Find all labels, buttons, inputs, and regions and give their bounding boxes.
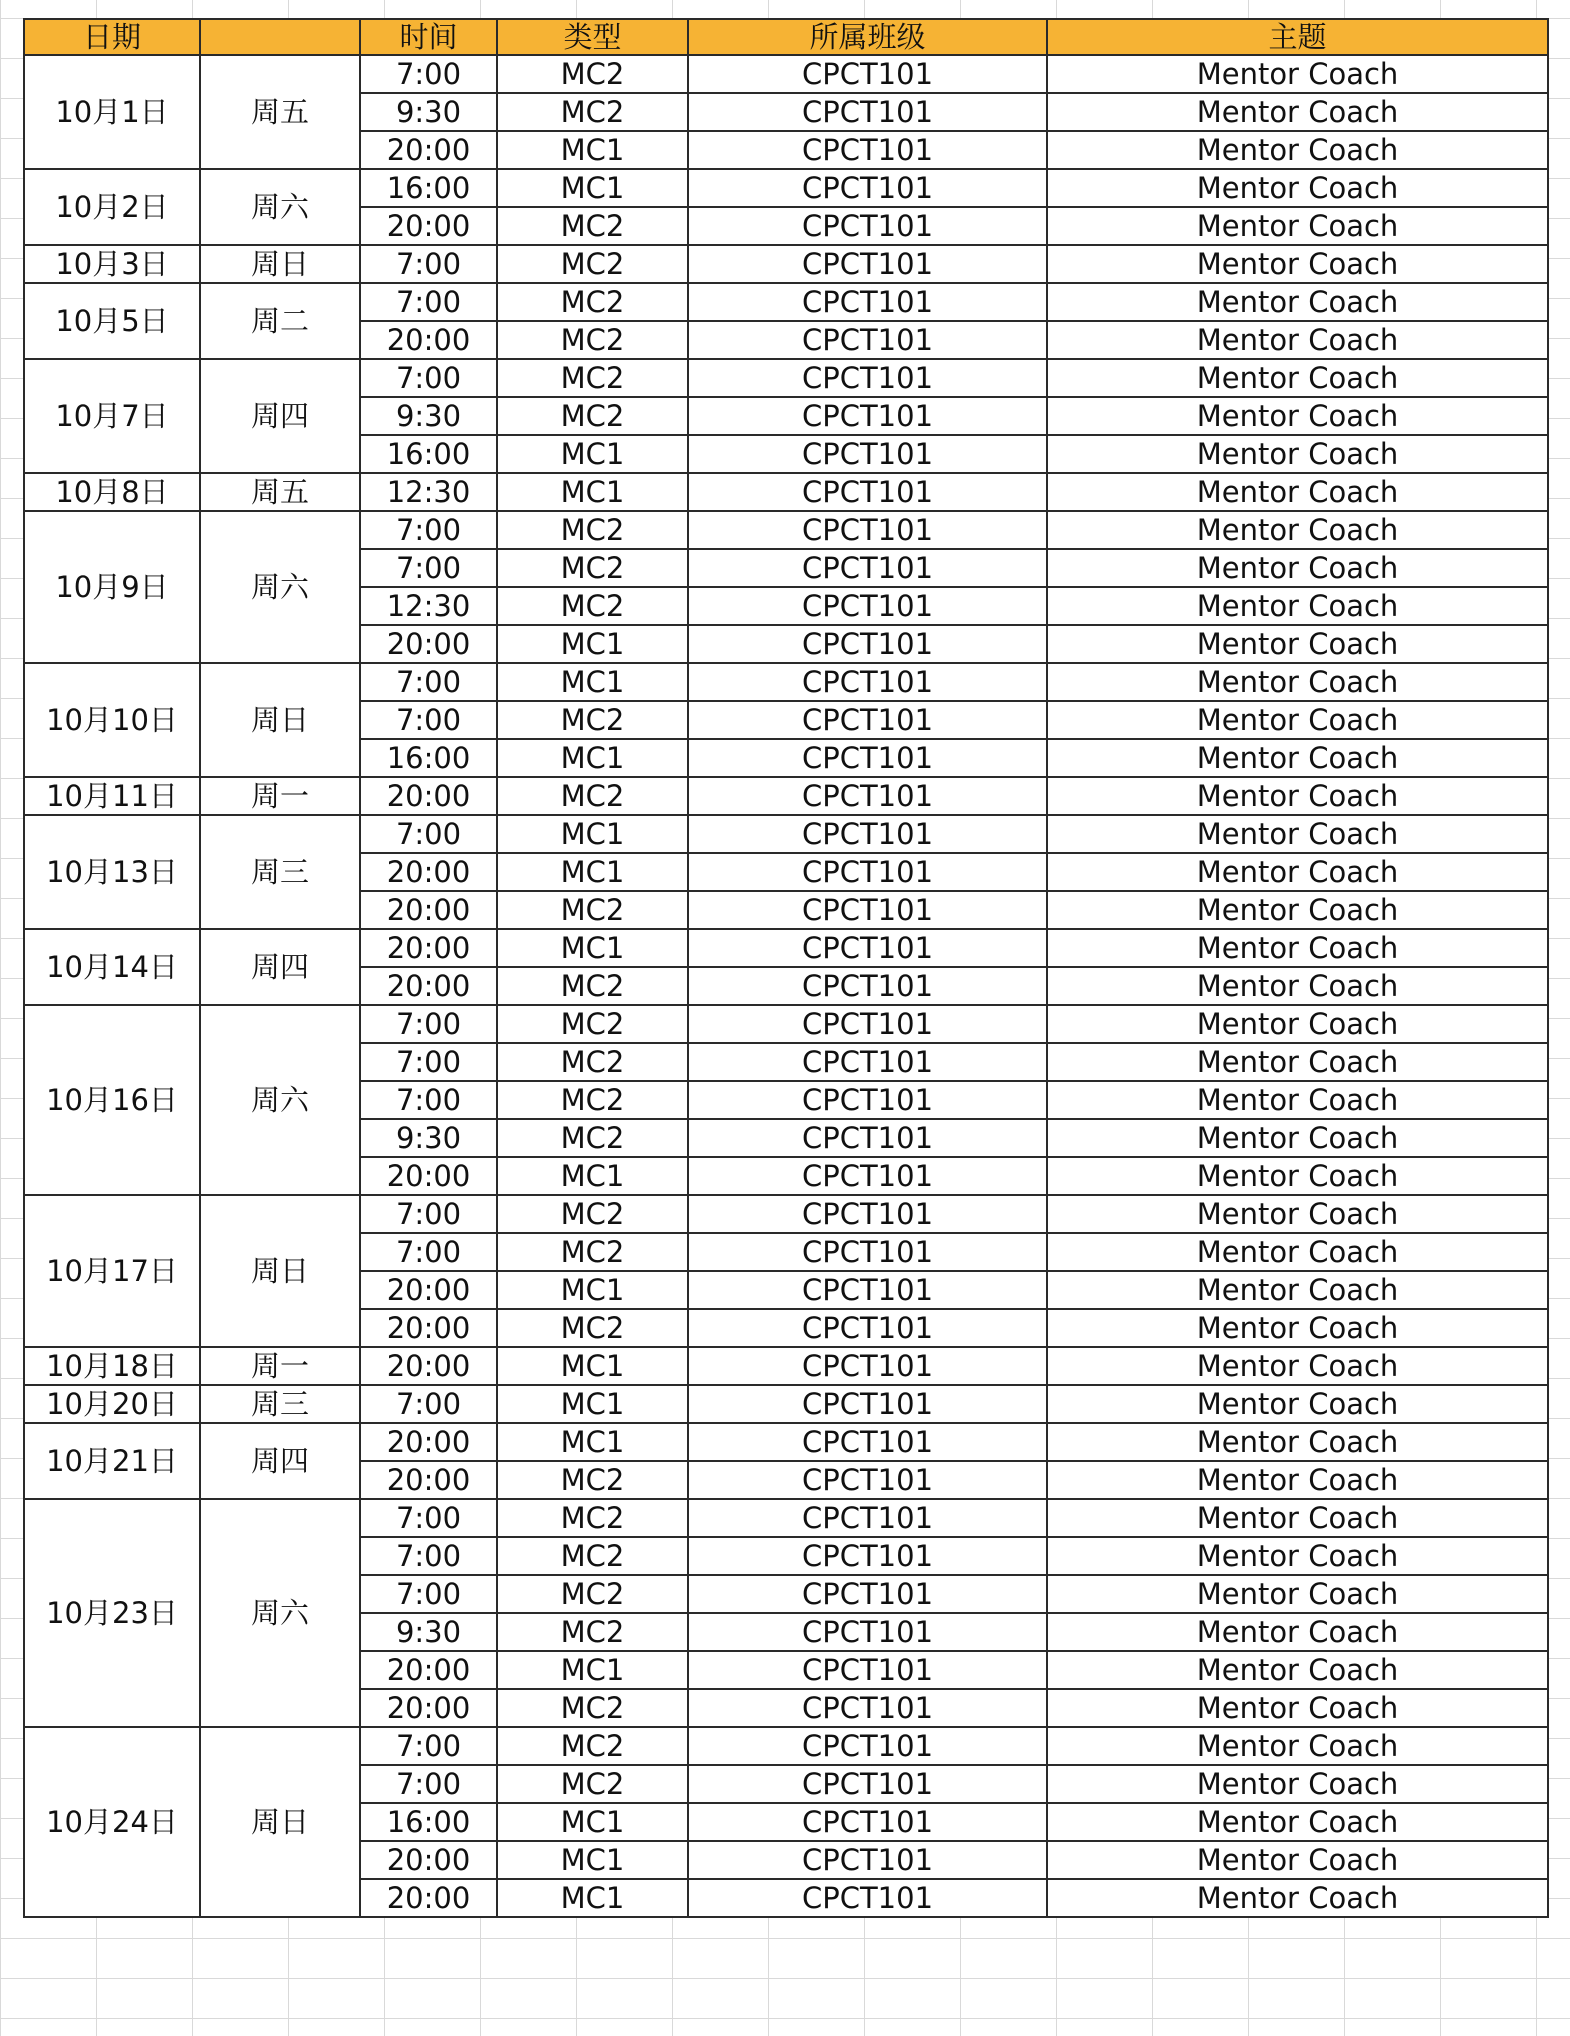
date-cell[interactable]: 10月2日 (24, 169, 200, 245)
topic-cell[interactable]: Mentor Coach (1047, 359, 1548, 397)
class-cell[interactable]: CPCT101 (688, 1651, 1047, 1689)
topic-cell[interactable]: Mentor Coach (1047, 1841, 1548, 1879)
time-cell[interactable]: 16:00 (360, 739, 497, 777)
class-cell[interactable]: CPCT101 (688, 739, 1047, 777)
weekday-cell[interactable]: 周一 (200, 777, 360, 815)
time-cell[interactable]: 20:00 (360, 1157, 497, 1195)
type-cell[interactable]: MC2 (497, 321, 688, 359)
weekday-cell[interactable]: 周二 (200, 283, 360, 359)
table-row (24, 169, 1548, 207)
class-cell[interactable]: CPCT101 (688, 55, 1047, 93)
time-cell[interactable]: 20:00 (360, 1309, 497, 1347)
schedule-table (23, 18, 1549, 1918)
topic-cell[interactable]: Mentor Coach (1047, 397, 1548, 435)
type-cell[interactable]: MC2 (497, 1195, 688, 1233)
table-row (24, 511, 1548, 549)
type-cell[interactable]: MC1 (497, 1271, 688, 1309)
type-cell[interactable]: MC2 (497, 1765, 688, 1803)
time-cell[interactable]: 20:00 (360, 131, 497, 169)
date-cell[interactable]: 10月21日 (24, 1423, 200, 1499)
date-cell[interactable]: 10月5日 (24, 283, 200, 359)
class-cell[interactable]: CPCT101 (688, 549, 1047, 587)
date-cell[interactable]: 10月11日 (24, 777, 200, 815)
table-row (24, 245, 1548, 283)
table-row (24, 1347, 1548, 1385)
type-cell[interactable]: MC2 (497, 397, 688, 435)
weekday-cell[interactable]: 周三 (200, 815, 360, 929)
topic-cell[interactable]: Mentor Coach (1047, 1461, 1548, 1499)
class-cell[interactable]: CPCT101 (688, 1461, 1047, 1499)
date-cell[interactable]: 10月17日 (24, 1195, 200, 1347)
table-row (24, 777, 1548, 815)
topic-cell[interactable]: Mentor Coach (1047, 1195, 1548, 1233)
class-cell[interactable]: CPCT101 (688, 473, 1047, 511)
class-cell[interactable]: CPCT101 (688, 1423, 1047, 1461)
date-cell[interactable]: 10月7日 (24, 359, 200, 473)
type-cell[interactable]: MC2 (497, 283, 688, 321)
time-cell[interactable]: 7:00 (360, 283, 497, 321)
time-cell[interactable]: 7:00 (360, 1081, 497, 1119)
type-cell[interactable]: MC1 (497, 929, 688, 967)
weekday-cell[interactable]: 周四 (200, 929, 360, 1005)
date-cell[interactable]: 10月20日 (24, 1385, 200, 1423)
topic-cell[interactable]: Mentor Coach (1047, 815, 1548, 853)
topic-cell[interactable]: Mentor Coach (1047, 891, 1548, 929)
type-cell[interactable]: MC1 (497, 1841, 688, 1879)
topic-cell[interactable]: Mentor Coach (1047, 549, 1548, 587)
header-time[interactable]: 时间 (360, 19, 497, 55)
class-cell[interactable]: CPCT101 (688, 1537, 1047, 1575)
type-cell[interactable]: MC2 (497, 93, 688, 131)
date-cell[interactable]: 10月16日 (24, 1005, 200, 1195)
weekday-cell[interactable]: 周四 (200, 359, 360, 473)
type-cell[interactable]: MC2 (497, 1613, 688, 1651)
class-cell[interactable]: CPCT101 (688, 1005, 1047, 1043)
time-cell[interactable]: 7:00 (360, 1385, 497, 1423)
topic-cell[interactable]: Mentor Coach (1047, 207, 1548, 245)
type-cell[interactable]: MC1 (497, 625, 688, 663)
time-cell[interactable]: 9:30 (360, 1119, 497, 1157)
time-cell[interactable]: 20:00 (360, 1651, 497, 1689)
time-cell[interactable]: 7:00 (360, 245, 497, 283)
topic-cell[interactable]: Mentor Coach (1047, 1689, 1548, 1727)
topic-cell[interactable]: Mentor Coach (1047, 967, 1548, 1005)
header-row (24, 19, 1548, 55)
topic-cell[interactable]: Mentor Coach (1047, 1423, 1548, 1461)
table-row (24, 473, 1548, 511)
topic-cell[interactable]: Mentor Coach (1047, 283, 1548, 321)
topic-cell[interactable]: Mentor Coach (1047, 1119, 1548, 1157)
class-cell[interactable]: CPCT101 (688, 967, 1047, 1005)
type-cell[interactable]: MC2 (497, 777, 688, 815)
type-cell[interactable]: MC1 (497, 1879, 688, 1917)
topic-cell[interactable]: Mentor Coach (1047, 321, 1548, 359)
type-cell[interactable]: MC2 (497, 1081, 688, 1119)
header-topic[interactable]: 主题 (1047, 19, 1548, 55)
weekday-cell[interactable]: 周日 (200, 1727, 360, 1917)
class-cell[interactable]: CPCT101 (688, 853, 1047, 891)
class-cell[interactable]: CPCT101 (688, 1727, 1047, 1765)
time-cell[interactable]: 20:00 (360, 1879, 497, 1917)
topic-cell[interactable]: Mentor Coach (1047, 701, 1548, 739)
time-cell[interactable]: 12:30 (360, 473, 497, 511)
type-cell[interactable]: MC1 (497, 169, 688, 207)
type-cell[interactable]: MC1 (497, 663, 688, 701)
topic-cell[interactable]: Mentor Coach (1047, 55, 1548, 93)
time-cell[interactable]: 7:00 (360, 511, 497, 549)
time-cell[interactable]: 20:00 (360, 1271, 497, 1309)
time-cell[interactable]: 7:00 (360, 1765, 497, 1803)
type-cell[interactable]: MC2 (497, 549, 688, 587)
time-cell[interactable]: 7:00 (360, 815, 497, 853)
type-cell[interactable]: MC2 (497, 1537, 688, 1575)
type-cell[interactable]: MC2 (497, 511, 688, 549)
date-cell[interactable]: 10月14日 (24, 929, 200, 1005)
type-cell[interactable]: MC2 (497, 245, 688, 283)
class-cell[interactable]: CPCT101 (688, 93, 1047, 131)
time-cell[interactable]: 20:00 (360, 777, 497, 815)
class-cell[interactable]: CPCT101 (688, 283, 1047, 321)
topic-cell[interactable]: Mentor Coach (1047, 1499, 1548, 1537)
class-cell[interactable]: CPCT101 (688, 207, 1047, 245)
topic-cell[interactable]: Mentor Coach (1047, 1613, 1548, 1651)
topic-cell[interactable]: Mentor Coach (1047, 511, 1548, 549)
topic-cell[interactable]: Mentor Coach (1047, 169, 1548, 207)
time-cell[interactable]: 7:00 (360, 701, 497, 739)
time-cell[interactable]: 9:30 (360, 397, 497, 435)
type-cell[interactable]: MC1 (497, 1157, 688, 1195)
class-cell[interactable]: CPCT101 (688, 397, 1047, 435)
weekday-cell[interactable]: 周三 (200, 1385, 360, 1423)
header-weekday[interactable] (200, 19, 360, 55)
topic-cell[interactable]: Mentor Coach (1047, 777, 1548, 815)
class-cell[interactable]: CPCT101 (688, 1575, 1047, 1613)
table-row (24, 929, 1548, 967)
type-cell[interactable]: MC1 (497, 853, 688, 891)
weekday-cell[interactable]: 周六 (200, 169, 360, 245)
table-row (24, 815, 1548, 853)
type-cell[interactable]: MC2 (497, 55, 688, 93)
time-cell[interactable]: 7:00 (360, 1727, 497, 1765)
topic-cell[interactable]: Mentor Coach (1047, 473, 1548, 511)
date-cell[interactable]: 10月18日 (24, 1347, 200, 1385)
time-cell[interactable]: 7:00 (360, 663, 497, 701)
topic-cell[interactable]: Mentor Coach (1047, 1347, 1548, 1385)
time-cell[interactable]: 7:00 (360, 1575, 497, 1613)
weekday-cell[interactable]: 周四 (200, 1423, 360, 1499)
type-cell[interactable]: MC2 (497, 1727, 688, 1765)
time-cell[interactable]: 7:00 (360, 1005, 497, 1043)
time-cell[interactable]: 16:00 (360, 1803, 497, 1841)
time-cell[interactable]: 20:00 (360, 891, 497, 929)
time-cell[interactable]: 7:00 (360, 549, 497, 587)
time-cell[interactable]: 7:00 (360, 1195, 497, 1233)
class-cell[interactable]: CPCT101 (688, 587, 1047, 625)
class-cell[interactable]: CPCT101 (688, 891, 1047, 929)
time-cell[interactable]: 16:00 (360, 169, 497, 207)
topic-cell[interactable]: Mentor Coach (1047, 1157, 1548, 1195)
class-cell[interactable]: CPCT101 (688, 1613, 1047, 1651)
type-cell[interactable]: MC2 (497, 1689, 688, 1727)
type-cell[interactable]: MC1 (497, 739, 688, 777)
type-cell[interactable]: MC2 (497, 359, 688, 397)
type-cell[interactable]: MC2 (497, 1233, 688, 1271)
topic-cell[interactable]: Mentor Coach (1047, 1043, 1548, 1081)
time-cell[interactable]: 20:00 (360, 967, 497, 1005)
topic-cell[interactable]: Mentor Coach (1047, 853, 1548, 891)
topic-cell[interactable]: Mentor Coach (1047, 1005, 1548, 1043)
topic-cell[interactable]: Mentor Coach (1047, 435, 1548, 473)
topic-cell[interactable]: Mentor Coach (1047, 245, 1548, 283)
class-cell[interactable]: CPCT101 (688, 321, 1047, 359)
topic-cell[interactable]: Mentor Coach (1047, 1727, 1548, 1765)
date-cell[interactable]: 10月3日 (24, 245, 200, 283)
topic-cell[interactable]: Mentor Coach (1047, 1271, 1548, 1309)
class-cell[interactable]: CPCT101 (688, 435, 1047, 473)
topic-cell[interactable]: Mentor Coach (1047, 1385, 1548, 1423)
time-cell[interactable]: 20:00 (360, 207, 497, 245)
topic-cell[interactable]: Mentor Coach (1047, 1537, 1548, 1575)
type-cell[interactable]: MC2 (497, 1043, 688, 1081)
topic-cell[interactable]: Mentor Coach (1047, 1081, 1548, 1119)
date-cell[interactable]: 10月10日 (24, 663, 200, 777)
type-cell[interactable]: MC2 (497, 1499, 688, 1537)
type-cell[interactable]: MC1 (497, 435, 688, 473)
class-cell[interactable]: CPCT101 (688, 1233, 1047, 1271)
topic-cell[interactable]: Mentor Coach (1047, 1575, 1548, 1613)
time-cell[interactable]: 20:00 (360, 321, 497, 359)
time-cell[interactable]: 12:30 (360, 587, 497, 625)
type-cell[interactable]: MC2 (497, 1005, 688, 1043)
weekday-cell[interactable]: 周日 (200, 1195, 360, 1347)
date-cell[interactable]: 10月24日 (24, 1727, 200, 1917)
table-row (24, 1195, 1548, 1233)
class-cell[interactable]: CPCT101 (688, 1043, 1047, 1081)
type-cell[interactable]: MC1 (497, 1423, 688, 1461)
class-cell[interactable]: CPCT101 (688, 815, 1047, 853)
time-cell[interactable]: 7:00 (360, 55, 497, 93)
type-cell[interactable]: MC1 (497, 1803, 688, 1841)
class-cell[interactable]: CPCT101 (688, 1765, 1047, 1803)
table-row (24, 55, 1548, 93)
weekday-cell[interactable]: 周五 (200, 55, 360, 169)
topic-cell[interactable]: Mentor Coach (1047, 625, 1548, 663)
type-cell[interactable]: MC2 (497, 891, 688, 929)
time-cell[interactable]: 20:00 (360, 1689, 497, 1727)
type-cell[interactable]: MC1 (497, 473, 688, 511)
header-class[interactable]: 所属班级 (688, 19, 1047, 55)
class-cell[interactable]: CPCT101 (688, 511, 1047, 549)
table-row (24, 1385, 1548, 1423)
class-cell[interactable]: CPCT101 (688, 929, 1047, 967)
class-cell[interactable]: CPCT101 (688, 1689, 1047, 1727)
time-cell[interactable]: 7:00 (360, 1043, 497, 1081)
topic-cell[interactable]: Mentor Coach (1047, 1651, 1548, 1689)
weekday-cell[interactable]: 周一 (200, 1347, 360, 1385)
topic-cell[interactable]: Mentor Coach (1047, 1765, 1548, 1803)
weekday-cell[interactable]: 周日 (200, 245, 360, 283)
time-cell[interactable]: 16:00 (360, 435, 497, 473)
class-cell[interactable]: CPCT101 (688, 1347, 1047, 1385)
class-cell[interactable]: CPCT101 (688, 1195, 1047, 1233)
topic-cell[interactable]: Mentor Coach (1047, 1803, 1548, 1841)
type-cell[interactable]: MC2 (497, 587, 688, 625)
time-cell[interactable]: 20:00 (360, 1423, 497, 1461)
class-cell[interactable]: CPCT101 (688, 663, 1047, 701)
time-cell[interactable]: 20:00 (360, 853, 497, 891)
class-cell[interactable]: CPCT101 (688, 1499, 1047, 1537)
time-cell[interactable]: 20:00 (360, 1461, 497, 1499)
time-cell[interactable]: 7:00 (360, 359, 497, 397)
class-cell[interactable]: CPCT101 (688, 1309, 1047, 1347)
time-cell[interactable]: 7:00 (360, 1537, 497, 1575)
spreadsheet-sheet (23, 18, 1549, 1918)
topic-cell[interactable]: Mentor Coach (1047, 587, 1548, 625)
time-cell[interactable]: 7:00 (360, 1233, 497, 1271)
table-row (24, 283, 1548, 321)
class-cell[interactable]: CPCT101 (688, 1271, 1047, 1309)
time-cell[interactable]: 9:30 (360, 93, 497, 131)
type-cell[interactable]: MC2 (497, 1461, 688, 1499)
weekday-cell[interactable]: 周日 (200, 663, 360, 777)
table-row (24, 663, 1548, 701)
weekday-cell[interactable]: 周六 (200, 1499, 360, 1727)
topic-cell[interactable]: Mentor Coach (1047, 1309, 1548, 1347)
date-cell[interactable]: 10月23日 (24, 1499, 200, 1727)
type-cell[interactable]: MC2 (497, 1575, 688, 1613)
class-cell[interactable]: CPCT101 (688, 701, 1047, 739)
table-row (24, 359, 1548, 397)
class-cell[interactable]: CPCT101 (688, 1385, 1047, 1423)
class-cell[interactable]: CPCT101 (688, 359, 1047, 397)
class-cell[interactable]: CPCT101 (688, 777, 1047, 815)
date-cell[interactable]: 10月8日 (24, 473, 200, 511)
date-cell[interactable]: 10月13日 (24, 815, 200, 929)
table-row (24, 1005, 1548, 1043)
weekday-cell[interactable]: 周六 (200, 1005, 360, 1195)
table-row (24, 1727, 1548, 1765)
type-cell[interactable]: MC1 (497, 815, 688, 853)
time-cell[interactable]: 20:00 (360, 625, 497, 663)
table-row (24, 1499, 1548, 1537)
type-cell[interactable]: MC2 (497, 701, 688, 739)
class-cell[interactable]: CPCT101 (688, 131, 1047, 169)
class-cell[interactable]: CPCT101 (688, 1841, 1047, 1879)
time-cell[interactable]: 9:30 (360, 1613, 497, 1651)
header-date[interactable]: 日期 (24, 19, 200, 55)
topic-cell[interactable]: Mentor Coach (1047, 739, 1548, 777)
date-cell[interactable]: 10月9日 (24, 511, 200, 663)
weekday-cell[interactable]: 周六 (200, 511, 360, 663)
topic-cell[interactable]: Mentor Coach (1047, 663, 1548, 701)
topic-cell[interactable]: Mentor Coach (1047, 1233, 1548, 1271)
weekday-cell[interactable]: 周五 (200, 473, 360, 511)
class-cell[interactable]: CPCT101 (688, 169, 1047, 207)
class-cell[interactable]: CPCT101 (688, 1081, 1047, 1119)
type-cell[interactable]: MC2 (497, 1119, 688, 1157)
type-cell[interactable]: MC2 (497, 1309, 688, 1347)
class-cell[interactable]: CPCT101 (688, 1803, 1047, 1841)
topic-cell[interactable]: Mentor Coach (1047, 131, 1548, 169)
time-cell[interactable]: 20:00 (360, 929, 497, 967)
type-cell[interactable]: MC2 (497, 207, 688, 245)
type-cell[interactable]: MC1 (497, 1651, 688, 1689)
class-cell[interactable]: CPCT101 (688, 1879, 1047, 1917)
table-row (24, 1423, 1548, 1461)
class-cell[interactable]: CPCT101 (688, 1119, 1047, 1157)
time-cell[interactable]: 20:00 (360, 1841, 497, 1879)
type-cell[interactable]: MC1 (497, 131, 688, 169)
class-cell[interactable]: CPCT101 (688, 1157, 1047, 1195)
type-cell[interactable]: MC2 (497, 967, 688, 1005)
time-cell[interactable]: 7:00 (360, 1499, 497, 1537)
table-body (24, 55, 1548, 1917)
type-cell[interactable]: MC1 (497, 1385, 688, 1423)
time-cell[interactable]: 20:00 (360, 1347, 497, 1385)
header-type[interactable]: 类型 (497, 19, 688, 55)
class-cell[interactable]: CPCT101 (688, 625, 1047, 663)
topic-cell[interactable]: Mentor Coach (1047, 1879, 1548, 1917)
class-cell[interactable]: CPCT101 (688, 245, 1047, 283)
topic-cell[interactable]: Mentor Coach (1047, 93, 1548, 131)
type-cell[interactable]: MC1 (497, 1347, 688, 1385)
date-cell[interactable]: 10月1日 (24, 55, 200, 169)
topic-cell[interactable]: Mentor Coach (1047, 929, 1548, 967)
